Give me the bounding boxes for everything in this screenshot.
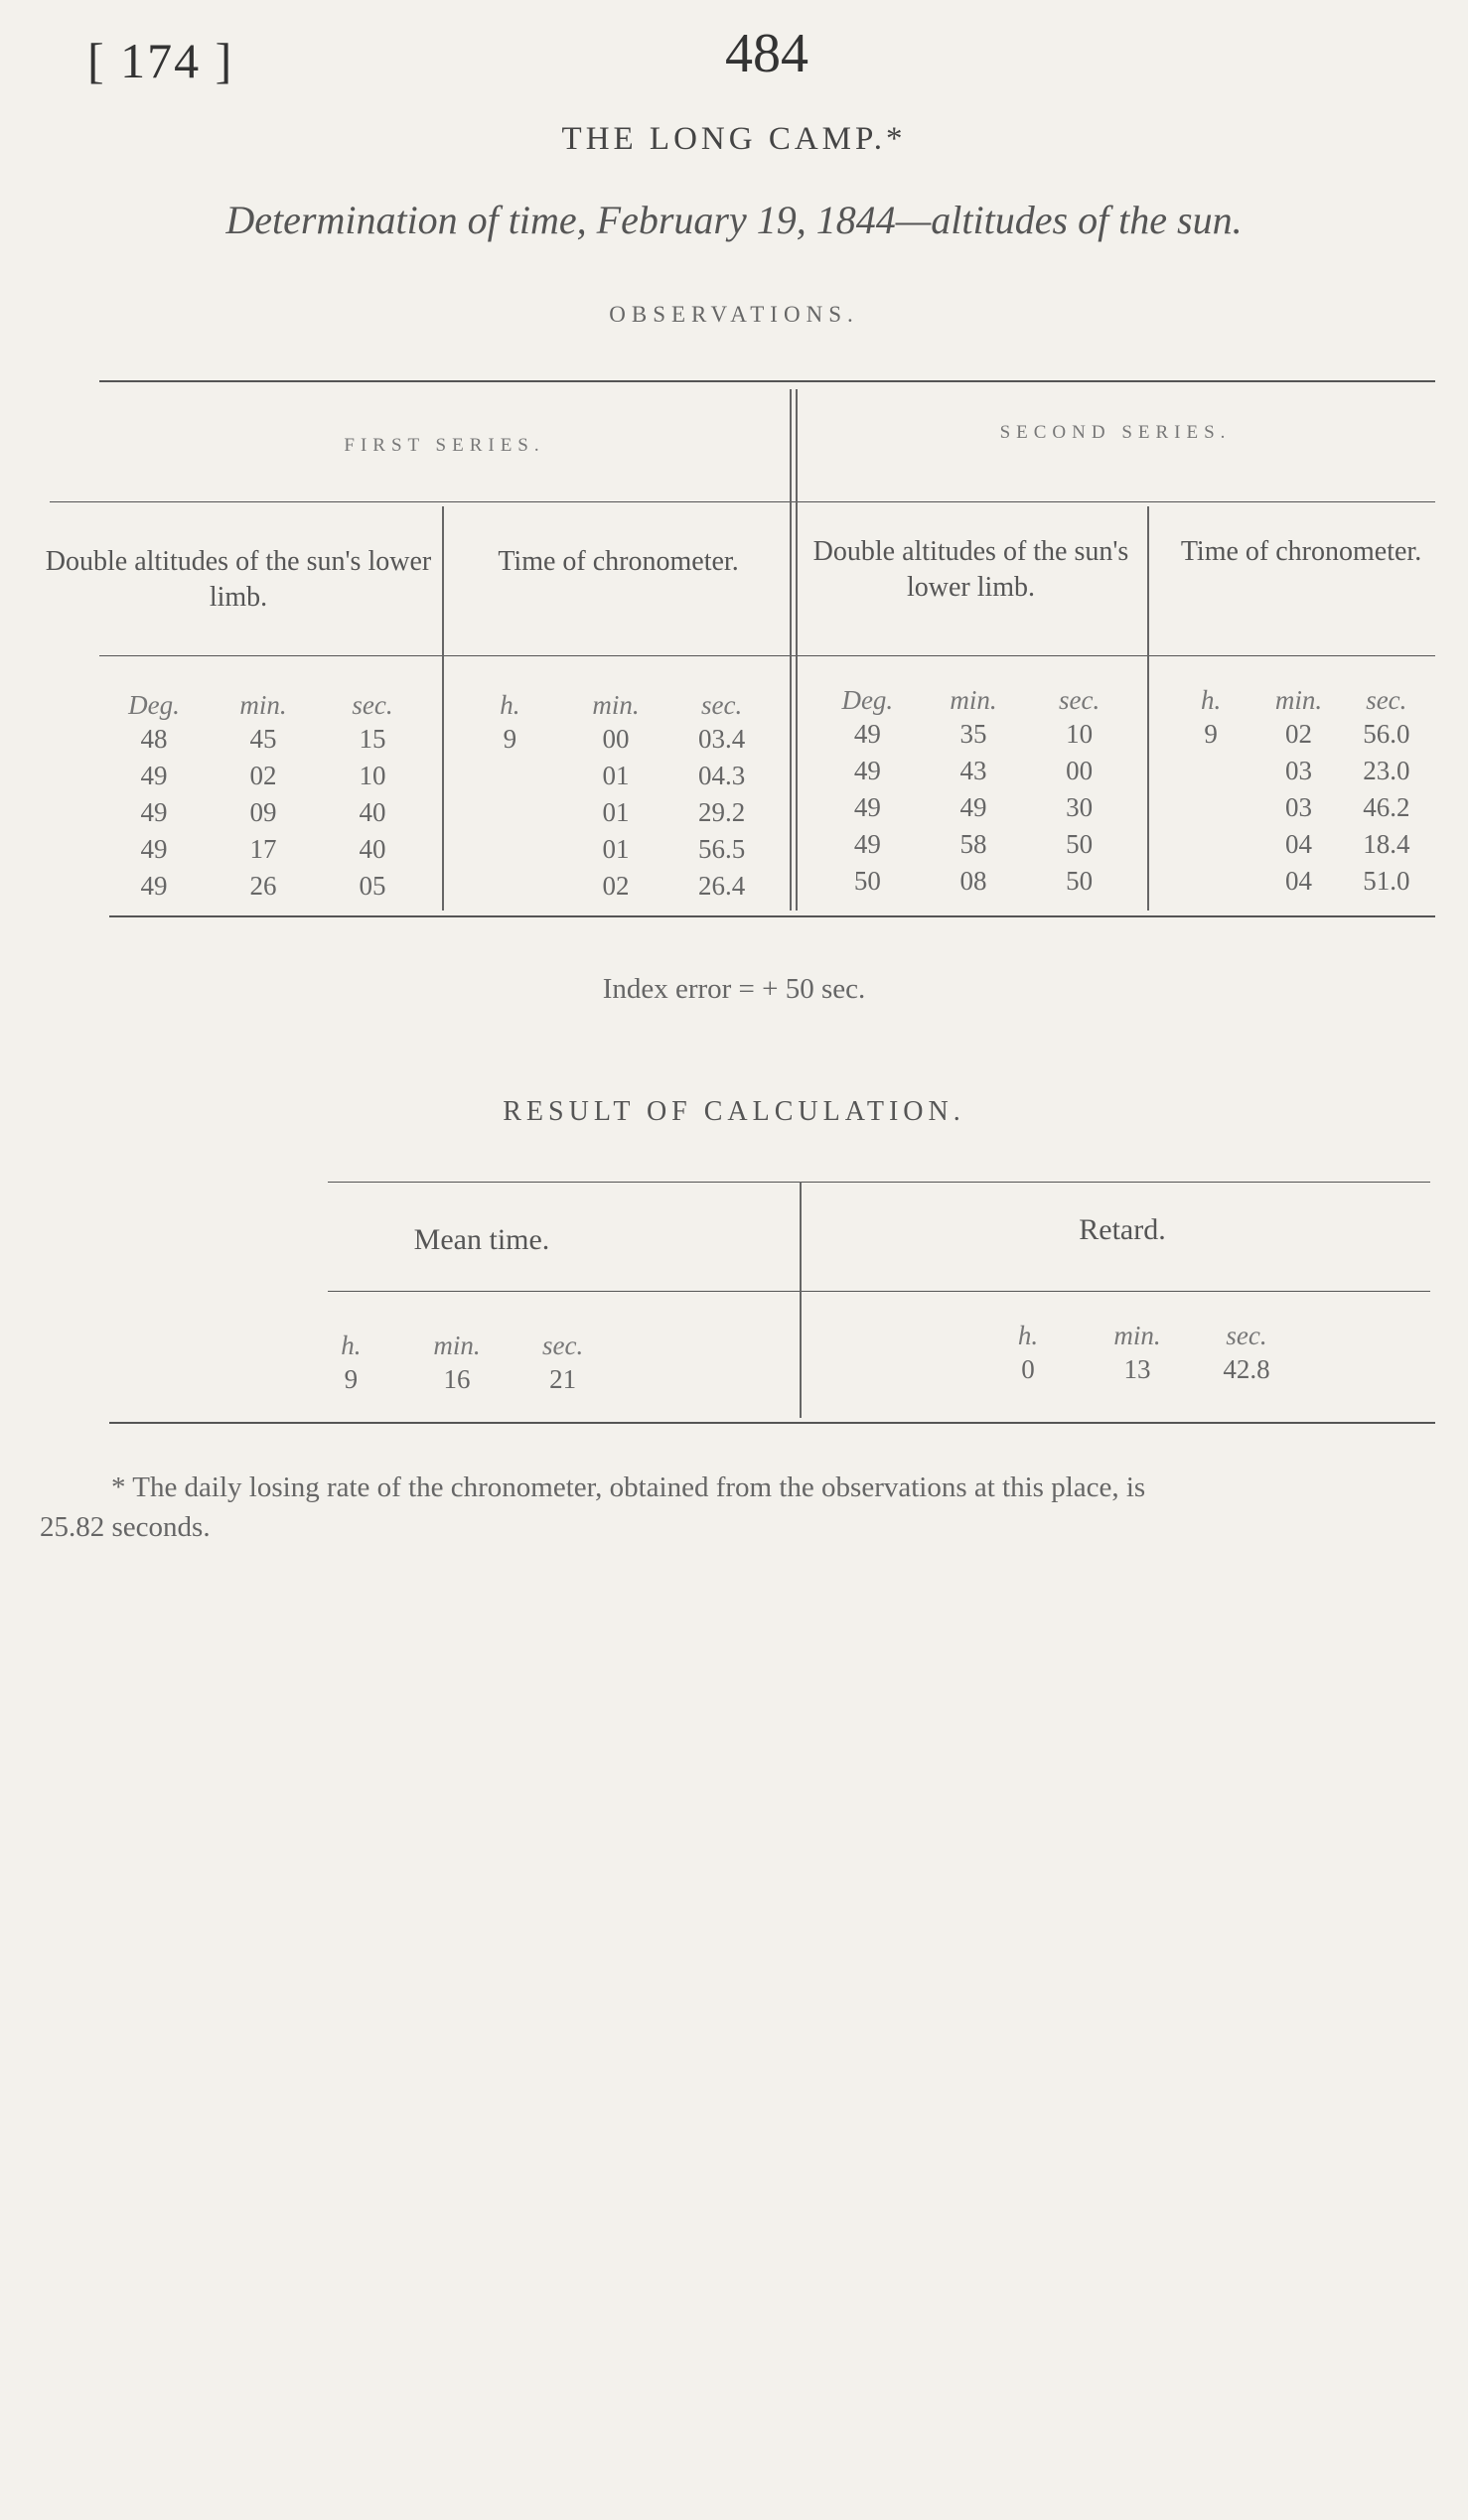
first-altitudes-column xyxy=(99,690,427,905)
unit-row: Deg. min. sec. xyxy=(841,685,1101,715)
first-time-header: Time of chronometer. xyxy=(498,546,739,577)
table-row: 49 17 40 xyxy=(140,834,386,864)
table-row: 01 29.2 xyxy=(602,797,746,827)
table-row: 01 56.5 xyxy=(602,834,746,864)
table-row: 50 08 50 xyxy=(853,866,1094,896)
table-row: 49 58 50 xyxy=(853,829,1094,859)
page-number: 484 xyxy=(725,23,808,84)
second-time-header: Time of chronometer. xyxy=(1180,536,1422,567)
retard-values xyxy=(973,1321,1301,1388)
mean-time-values xyxy=(298,1330,616,1398)
second-altitudes-header: Double altitudes of the sun's lower limb. xyxy=(812,536,1129,603)
result-header-rule xyxy=(328,1291,1430,1292)
footnote-line-1: * The daily losing rate of the chronometer, obtained from the observations at this place, is xyxy=(111,1471,1146,1503)
header-rule xyxy=(50,501,1435,502)
table-row: 04 18.4 xyxy=(1284,829,1410,859)
first-time-column xyxy=(457,690,775,905)
series-divider-double xyxy=(796,389,798,910)
unit-row: h. min. sec. xyxy=(500,690,743,720)
page-subtitle: Determination of time, February 19, 1844—altitudes of the sun. xyxy=(225,198,1243,242)
result-top-rule xyxy=(328,1182,1430,1183)
table-row: 0 13 42.8 xyxy=(1021,1354,1270,1384)
second-time-column xyxy=(1167,685,1430,900)
table-row: 04 51.0 xyxy=(1284,866,1410,896)
unit-row: Deg. min. sec. xyxy=(128,690,393,720)
table-row: 49 43 00 xyxy=(853,756,1094,785)
table-row: 01 04.3 xyxy=(602,761,746,790)
result-bottom-rule xyxy=(109,1422,1435,1424)
first-series-col-divider xyxy=(442,506,444,910)
retard-header: Retard. xyxy=(1079,1213,1166,1246)
second-series-col-divider xyxy=(1147,506,1149,910)
table-row: 48 45 15 xyxy=(140,724,386,754)
table-row: 49 09 40 xyxy=(140,797,386,827)
result-heading: RESULT OF CALCULATION. xyxy=(503,1096,965,1127)
first-altitudes-header: Double altitudes of the sun's lower limb. xyxy=(45,546,432,613)
page-title: THE LONG CAMP.* xyxy=(561,121,907,157)
table-row: 03 23.0 xyxy=(1284,756,1410,785)
index-error: Index error = + 50 sec. xyxy=(602,973,866,1005)
unit-row: h. min. sec. xyxy=(1017,1321,1267,1350)
observations-heading: OBSERVATIONS. xyxy=(609,302,859,327)
table-row: 49 49 30 xyxy=(853,792,1094,822)
table-row: 02 26.4 xyxy=(602,871,746,901)
table-row: 49 02 10 xyxy=(140,761,386,790)
subheader-rule xyxy=(99,655,1435,656)
unit-row: h. min. sec. xyxy=(341,1330,584,1360)
table-row: 9 02 56.0 xyxy=(1204,719,1410,749)
table-row: 03 46.2 xyxy=(1284,792,1410,822)
footnote-line-2: 25.82 seconds. xyxy=(40,1511,211,1543)
second-series-label: SECOND SERIES. xyxy=(999,422,1232,443)
unit-row: h. min. sec. xyxy=(1201,685,1407,715)
first-series-label: FIRST SERIES. xyxy=(344,435,545,456)
table-row: 9 00 03.4 xyxy=(503,724,746,754)
table-row: 49 26 05 xyxy=(140,871,386,901)
table-row: 49 35 10 xyxy=(853,719,1094,749)
second-altitudes-column xyxy=(814,685,1132,900)
series-divider xyxy=(790,389,792,910)
table-top-rule xyxy=(99,380,1435,382)
result-col-divider xyxy=(800,1182,802,1418)
mean-time-header: Mean time. xyxy=(413,1223,550,1256)
table-bottom-rule xyxy=(109,915,1435,917)
bracket-page-number: [ 174 ] xyxy=(87,33,234,88)
table-row: 9 16 21 xyxy=(344,1364,577,1394)
